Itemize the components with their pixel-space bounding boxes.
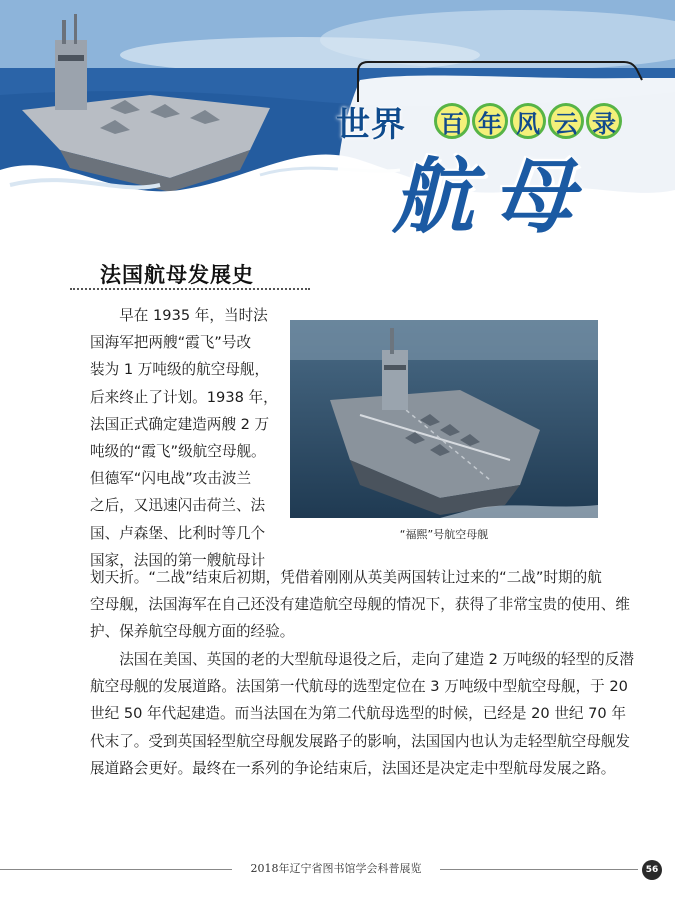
title-badge: 录 (586, 103, 622, 139)
footer-rule-right (440, 869, 638, 870)
text-line: 但德军“闪电战”攻击波兰 (90, 470, 252, 488)
text-line: 吨级的“霞飞”级航空母舰。 (90, 443, 266, 461)
article-paragraph-2: 法国在美国、英国的老的大型航母退役之后，走向了建造 2 万吨级的轻型的反潜航空母舰的发展道路。法国第一代航母的选型定位在 3 万吨级中型航空母舰，于 20 世纪 50 年代起建造。而当法国在为第二代航母选型的时候，已经是 20 世纪 70 年代末了。受到英国轻型航空母舰发展路子的影响，法国国内也认为走轻型航空母舰发展道路会更好。最终在一系列的争论结束后，法国还是决定走中型航母发展之路。 (90, 651, 634, 777)
title-badge: 百 (434, 103, 470, 139)
footer-text: 2018年辽宁省图书馆学会科普展览 (232, 860, 440, 876)
article-paragraph-1 (90, 302, 290, 574)
text-line: 国家，法国的第一艘航母计 (90, 551, 266, 569)
text-line: 装为 1 万吨级的航空母舰， (90, 361, 270, 379)
text-line: 空母舰，法国海军在自己还没有建造航空母舰的情况下，获得了非常宝贵的使用、维 (90, 596, 630, 614)
text-line: 国、卢森堡、比利时等几个 (90, 524, 266, 542)
section-heading: 法国航母发展史 (100, 263, 254, 287)
text-line: 之后，又迅速闪击荷兰、法 (90, 497, 266, 515)
article-paragraph-1-continued (90, 564, 635, 646)
text-line: 划天折。“二战”结束后初期，凭借着刚刚从英美两国转让过来的“二战”时期的航 (90, 569, 602, 586)
carrier-island (55, 40, 87, 110)
carrier-photo-image (290, 320, 598, 518)
carrier-photo (290, 320, 598, 518)
title-badge: 云 (548, 103, 584, 139)
series-title-world: 世界 (336, 104, 406, 145)
text-line: 护、保养航空母舰方面的经验。 (90, 623, 295, 641)
heading-dotted-rule (70, 288, 310, 290)
photo-caption: “福熙”号航空母舰 (399, 528, 489, 541)
page-number: 56 (642, 860, 662, 880)
text-line: 国海军把两艘“霞飞”号改 (90, 334, 252, 352)
footer-rule-left (0, 869, 232, 870)
title-badge: 风 (510, 103, 546, 139)
text-line: 法国正式确定建造两艘 2 万 (90, 415, 270, 433)
series-title-main: 航母 (392, 149, 592, 245)
text-line: 早在 1935 年，当时法 (119, 307, 268, 324)
text-line: 后来终止了计划。1938 年， (90, 388, 278, 406)
header-banner (0, 0, 675, 255)
title-badge: 年 (472, 103, 508, 139)
